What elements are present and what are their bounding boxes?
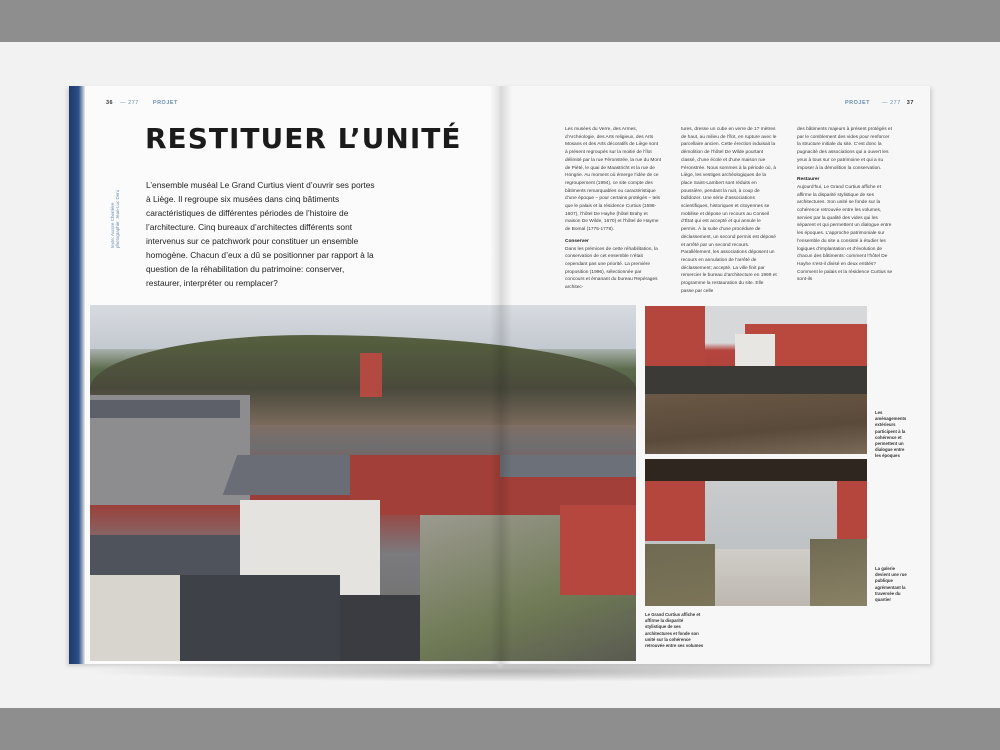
article-credits <box>110 188 120 248</box>
courtyard-garden <box>645 394 867 454</box>
photo-tower <box>360 353 382 397</box>
courtyard-glass-gallery <box>645 366 867 394</box>
column-3-body: des bâtiments majeurs à présent protégés et par le comblement des vides pour renforcer la structure initiale du site. C’est donc la pugnacité des associations qui a ouvert les yeux à tous sur ce patrimoine et qui a su imposer à la démolition la conservation. <box>797 127 892 171</box>
photo-dark-roof <box>180 575 340 661</box>
credit-text-author: texte: Aurore Cherrière <box>110 202 115 248</box>
text-column-2 <box>681 126 777 298</box>
right-page-number: 37 <box>906 100 914 106</box>
courtyard-brick-facade <box>645 306 705 366</box>
subheading-restaurer: Restaurer <box>797 177 820 183</box>
left-folio <box>106 100 178 106</box>
text-column-3 <box>797 126 893 298</box>
right-issue-number: — 277 <box>882 100 901 106</box>
right-folio <box>845 100 914 106</box>
photo-roof-left <box>90 400 240 418</box>
credit-photographer: photographie: Jean-Luc Deru <box>115 189 120 248</box>
column-2-body: tures, dresse un cube en verre de 17 mètres de haut, au milieu de l’îlot, en rupture avec le parcellaire ancien. Cette érection induisait la démolition de l’hôtel De Wilde pourtant classé, d’une école et d’une maison rue Féronstrée. Nous sommes à la période où, à Liège, les vestiges archéologiques de la place Saint-Lambert sont réduits en poussière, pendant la nuit, à coup de bulldozer. Une série d’associations scientifiques, historiques et citoyennes se mobilise et dépose un recours au Conseil d’État qui est accepté et qui annule le permis. À la suite d’une procédure de déclassement, un second permis est déposé et arrêté par un second recours. Parallèlement, les associations déposent un recours en annulation de l’arrêté de déclassement; accepté. La ville finit par remercier le bureau d’architecture en 1999 et programme la restauration du site. Elle passe par celle <box>681 127 777 294</box>
gallery-ceiling <box>645 459 867 481</box>
gallery-walkway <box>715 549 815 606</box>
column-3-body-continued: Aujourd’hui, Le Grand Curtius affiche et affirme la disparité stylistique de ses architectures. Son unité se fonde sur la cohérence retrouvée entre les volumes, servies par la qualité des vides qui les séparent et qui permettent un dialogue entre les époques. L’approche patrimoniale sur l’ensemble du site a consisté à étudier les logiques d’implantation et d’évolution de chacun des bâtiments: comment l’hôtel De Hayhe s’est-il divisé en deux entités? Comment le palais et la résidence Curtius se sont-ils <box>797 184 893 283</box>
aerial-photo-grand-curtius <box>90 305 636 661</box>
page-fold <box>490 86 512 664</box>
caption-courtyard: Les aménagements extérieurs participent à la cohérence et permettent un dialogue entre les époques <box>875 410 907 459</box>
gallery-brick-left <box>645 481 705 541</box>
text-column-1 <box>565 126 661 298</box>
caption-gallery: La galerie devient une rue publique agrémentant la traversée du quartier <box>875 566 907 603</box>
left-section-label: PROJET <box>152 100 178 106</box>
courtyard-white-building <box>735 334 775 370</box>
top-gray-band <box>0 0 1000 42</box>
photo-front-roof <box>90 535 240 575</box>
right-section-label: PROJET <box>845 100 871 106</box>
gallery-brick-right <box>837 481 867 541</box>
column-1-body: Les musées du Verre, des Armes, d’Archéologie, des Arts religieux, des Arts Mosans et des Arts décoratifs de Liège sont à présent regroupés sur la moitié de l’îlot délimité par la rue Féronstrée, la rue du Mont de Piété, le quai de Maastricht et la rue de Hongrie. Au moment où émerge l’idée de ce regroupement (1994), ce site compte des bâtiments remarquables ou caractéristique d’une époque – pour certains protégés – tels que le palais et la résidence Curtius (1598-1607), l’hôtel De Hayhe (hôtel Brahy et maison De Wilde, 1670) et l’hôtel de Hayme de Bomal (1775-1778). <box>565 127 661 233</box>
photo-roof-right <box>500 455 636 477</box>
subheading-conserver: Conserver <box>565 238 589 244</box>
magazine-spine-edge <box>69 86 85 664</box>
left-page-number: 36 <box>106 100 114 106</box>
article-title: RESTITUER L’UNITÉ <box>145 122 462 155</box>
bottom-gray-band <box>0 708 1000 750</box>
gallery-garden-right <box>810 539 867 606</box>
article-intro: L’ensemble muséal Le Grand Curtius vient d’ouvrir ses portes à Liège. Il regroupe six musées dans cinq bâtiments caractéristiques de différentes périodes de l’histoire de l’architecture. Cinq bureaux d’architectes différents sont intervenus sur ce patchwork pour constituer un ensemble homogène. Chacun d’eux a dû se positionner par rapport à la question de la réhabilitation du patrimoine: conserver, restaurer, interpréter ou remplacer? <box>146 180 375 288</box>
gallery-photo <box>645 459 867 606</box>
caption-main-photo: Le Grand Curtius affiche et affirme la disparité stylistique de ses architectures et fonde son unité sur la cohérence retrouvée entre ses volumes <box>645 612 704 649</box>
gallery-garden-left <box>645 544 715 606</box>
photo-brick-wing <box>560 505 636 595</box>
courtyard-photo <box>645 306 867 454</box>
left-issue-number: — 277 <box>120 100 139 106</box>
column-1-body-continued: Dans les prémices de cette réhabilitation, la conservation de cet ensemble n’était cependant pas une priorité. La première proposition (1996), sélectionnée par concours et émanant du bureau Repérages architec- <box>565 246 658 291</box>
